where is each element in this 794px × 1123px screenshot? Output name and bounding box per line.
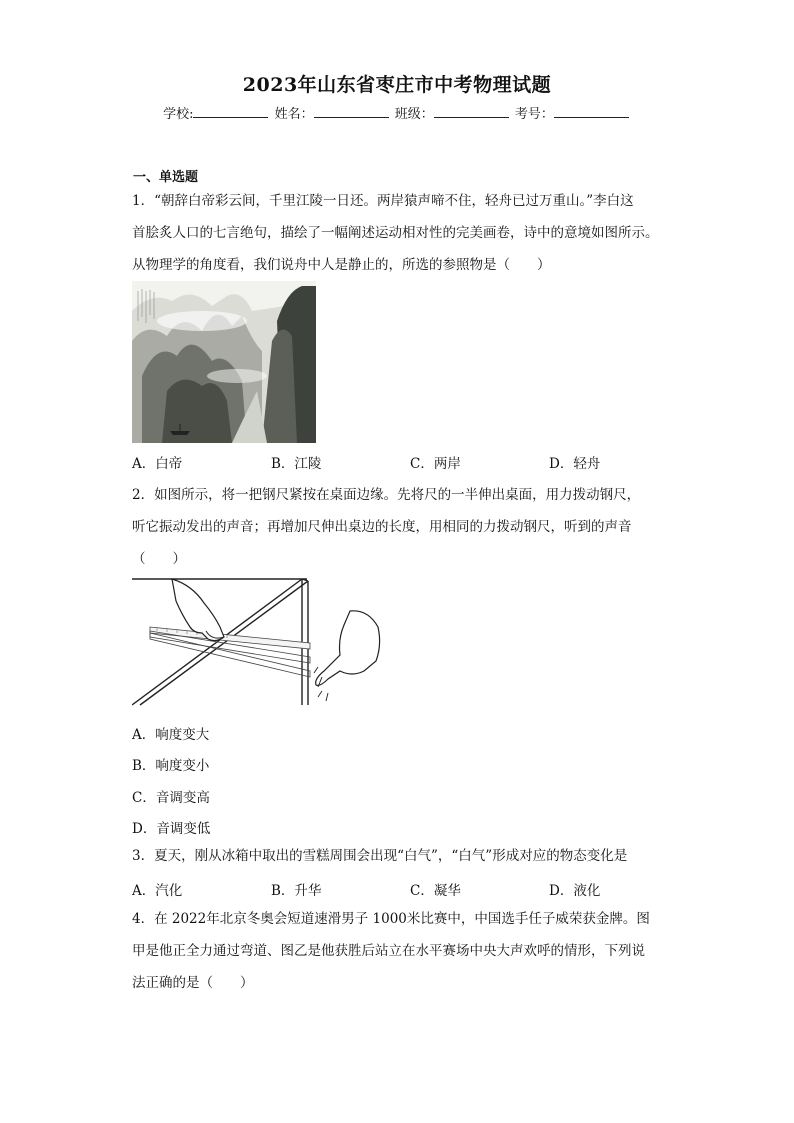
- question-1-text: [132, 185, 662, 281]
- q3-option-c[interactable]: C．凝华: [410, 883, 461, 899]
- question-3-text: [132, 840, 662, 872]
- q1-option-a[interactable]: A．白帝: [132, 456, 183, 472]
- q1-option-d[interactable]: D．轻舟: [549, 456, 601, 472]
- question-3-options: [132, 879, 692, 899]
- q3-option-b[interactable]: B．升华: [271, 883, 322, 899]
- q2-option-c[interactable]: C．音调变高: [132, 790, 210, 806]
- question-4-line-1: 4．在 2022年北京冬奥会短道速滑男子 1000米比赛中，中国选手任子威荣获金牌。图: [132, 911, 650, 927]
- mountain-painting-image: [132, 281, 316, 443]
- question-1-line-3: 从物理学的角度看，我们说舟中人是静止的，所选的参照物是（ ）: [132, 257, 551, 273]
- class-blank: [434, 105, 509, 118]
- student-info-line: [0, 103, 794, 122]
- question-1-line-2: 首脍炙人口的七言绝句，描绘了一幅阐述运动相对性的完美画卷，诗中的意境如图所示。: [132, 225, 659, 241]
- name-blank: [314, 105, 389, 118]
- q2-option-d[interactable]: D．音调变低: [132, 821, 211, 837]
- question-2-text: [132, 479, 662, 575]
- question-2-line-2: 听它振动发出的声音；再增加尺伸出桌边的长度，用相同的力拨动钢尺，听到的声音: [132, 519, 632, 535]
- question-2-line-1: 2．如图所示，将一把钢尺紧按在桌面边缘。先将尺的一半伸出桌面，用力拨动钢尺，: [132, 487, 641, 503]
- number-blank: [554, 105, 629, 118]
- ruler-on-table-image: [132, 575, 388, 709]
- q3-option-a[interactable]: A．汽化: [132, 883, 183, 899]
- page-title: 2023年山东省枣庄市中考物理试题: [242, 74, 552, 96]
- question-4-text: [132, 903, 662, 999]
- question-4-line-3: 法正确的是（ ）: [132, 975, 254, 991]
- q1-option-b[interactable]: B．江陵: [271, 456, 322, 472]
- question-2-line-3: （ ）: [132, 551, 186, 567]
- school-label: 学校:: [163, 107, 194, 122]
- q3-option-d[interactable]: D．液化: [549, 883, 601, 899]
- q1-option-c[interactable]: C．两岸: [410, 456, 461, 472]
- question-1-line-1: 1．“朝辞白帝彩云间，千里江陵一日还。两岸猿声啼不住，轻舟已过万重山。”李白这: [132, 193, 634, 209]
- question-4-line-2: 甲是他正全力通过弯道、图乙是他获胜后站立在水平赛场中央大声欢呼的情形，下列说: [132, 943, 645, 959]
- question-3-line-1: 3．夏天，刚从冰箱中取出的雪糕周围会出现“白气”，“白气”形成对应的物态变化是: [132, 848, 628, 864]
- q2-option-a[interactable]: A．响度变大: [132, 727, 210, 743]
- school-blank: [193, 105, 268, 118]
- section-heading: 一、单选题: [133, 170, 199, 185]
- class-label: 班级：: [394, 107, 434, 122]
- name-label: 姓名：: [274, 107, 314, 122]
- q2-option-b[interactable]: B．响度变小: [132, 758, 210, 774]
- question-1-options: [132, 452, 692, 472]
- number-label: 考号：: [514, 107, 554, 122]
